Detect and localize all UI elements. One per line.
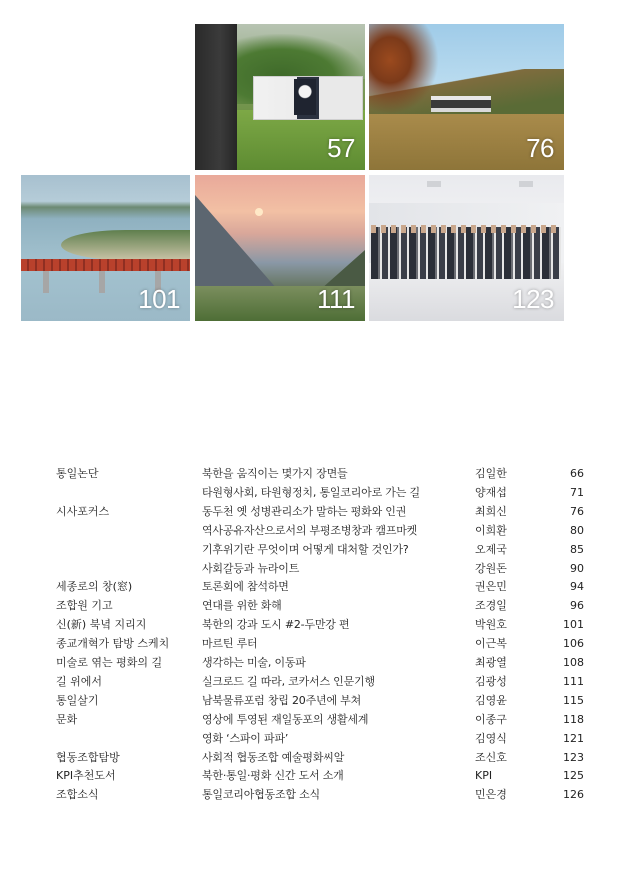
- toc-page: 101: [563, 618, 584, 632]
- toc-row[interactable]: [0, 654, 642, 672]
- toc-row[interactable]: [0, 522, 642, 540]
- toc-title: 실크로드 길 따라, 코카서스 인문기행: [202, 674, 375, 688]
- toc-page: 66: [570, 467, 584, 480]
- toc-author: 김영식: [475, 731, 507, 745]
- toc-page: 96: [570, 599, 584, 613]
- toc-row[interactable]: [0, 749, 642, 767]
- toc-row[interactable]: [0, 465, 642, 483]
- toc-page: 121: [563, 731, 584, 745]
- toc-author: 김영윤: [475, 693, 507, 707]
- toc-author: 이근복: [475, 637, 507, 651]
- toc-title: 사회갈등과 뉴라이트: [202, 561, 300, 575]
- toc-title: 북한·통일·평화 신간 도서 소개: [202, 769, 344, 783]
- toc-author: 최희신: [475, 504, 507, 518]
- toc-page: 111: [563, 674, 584, 688]
- toc-section: 종교개혁가 탐방 스케치: [56, 637, 170, 651]
- toc-author: 이희환: [475, 523, 507, 537]
- toc-author: 오제국: [475, 542, 507, 556]
- toc-author: 김광성: [475, 674, 507, 688]
- toc-page: 106: [563, 637, 584, 651]
- toc-author: 권은민: [475, 580, 507, 594]
- toc-title: 역사공유자산으로서의 부평조병창과 캠프마켓: [202, 523, 418, 537]
- toc-page: 115: [563, 693, 584, 707]
- toc-row[interactable]: [0, 786, 642, 804]
- toc-section: 조합소식: [56, 788, 99, 802]
- toc-title: 사회적 협동조합 예술평화씨알: [202, 750, 345, 764]
- toc-author: KPI: [475, 769, 493, 783]
- toc-title: 북한을 움직이는 몇가지 장면들: [202, 467, 348, 480]
- toc-section: 시사포커스: [56, 504, 110, 518]
- toc-section: 세종로의 창(窓): [56, 580, 133, 594]
- toc-row[interactable]: [0, 711, 642, 729]
- toc-row[interactable]: [0, 673, 642, 691]
- toc-author: 민은경: [475, 788, 507, 802]
- toc-section: KPI추천도서: [56, 769, 116, 783]
- toc-author: 조신호: [475, 750, 507, 764]
- toc-title: 마르틴 루터: [202, 637, 258, 651]
- photo-page-number: 101: [138, 284, 180, 314]
- toc-row[interactable]: [0, 692, 642, 710]
- toc-title: 영상에 투영된 재일동포의 생활세계: [202, 712, 369, 726]
- toc-row[interactable]: [0, 730, 642, 748]
- toc-title: 영화 ‘스파이 파파’: [202, 731, 289, 745]
- toc-section: 문화: [56, 712, 78, 726]
- toc-page: 125: [563, 769, 584, 783]
- toc-author: 박원호: [475, 618, 507, 632]
- toc-section: 조합원 기고: [56, 599, 113, 613]
- toc-title: 북한의 강과 도시 #2-두만강 편: [202, 618, 350, 632]
- toc-page: 123: [563, 750, 584, 764]
- toc-title: 연대를 위한 화해: [202, 599, 282, 613]
- toc-row[interactable]: [0, 503, 642, 521]
- toc-section: 통일살기: [56, 693, 99, 707]
- toc-title: 동두천 옛 성병관리소가 말하는 평화와 인권: [202, 504, 407, 518]
- toc-page: 71: [570, 485, 584, 499]
- photo-page-number: 111: [316, 284, 355, 314]
- toc-section: 신(新) 북녘 지리지: [56, 618, 147, 632]
- toc-section: 길 위에서: [56, 674, 103, 688]
- toc-page: 90: [570, 561, 584, 575]
- toc-row[interactable]: [0, 560, 642, 578]
- toc-title: 생각하는 미술, 이동파: [202, 656, 306, 669]
- toc-row[interactable]: [0, 484, 642, 502]
- toc-title: 남북물류포럼 창립 20주년에 부쳐: [202, 693, 362, 707]
- toc-page: 108: [563, 656, 584, 669]
- photo-page-number: 76: [526, 133, 554, 163]
- toc-title: 통일코리아협동조합 소식: [202, 788, 320, 802]
- toc-page: 118: [563, 712, 584, 726]
- toc-row[interactable]: [0, 635, 642, 653]
- toc-page: 126: [563, 788, 584, 802]
- toc-section: 통일논단: [56, 467, 99, 480]
- toc-page: 76: [570, 504, 584, 518]
- toc-row[interactable]: [0, 578, 642, 596]
- toc-title: 기후위기란 무엇이며 어떻게 대처할 것인가?: [202, 542, 409, 556]
- toc-row[interactable]: [0, 767, 642, 785]
- toc-author: 강원돈: [475, 561, 507, 575]
- toc-page: 85: [570, 542, 584, 556]
- toc-section: 미술로 엮는 평화의 길: [56, 656, 163, 669]
- photo-page-number: 57: [327, 133, 355, 163]
- toc-row[interactable]: [0, 597, 642, 615]
- toc-author: 최광열: [475, 656, 507, 669]
- toc-row[interactable]: [0, 541, 642, 559]
- toc-page: 94: [570, 580, 584, 594]
- toc-author: 김일한: [475, 467, 507, 480]
- toc-section: 협동조합탐방: [56, 750, 120, 764]
- toc-author: 조경일: [475, 599, 507, 613]
- photo-page-number: 123: [512, 284, 554, 314]
- toc-title: 타원형사회, 타원형정치, 통일코리아로 가는 길: [202, 485, 420, 499]
- toc-title: 토론회에 참석하면: [202, 580, 289, 594]
- toc-row[interactable]: [0, 616, 642, 634]
- toc-author: 양재섭: [475, 485, 507, 499]
- toc-page: 80: [570, 523, 584, 537]
- toc-author: 이종구: [475, 712, 507, 726]
